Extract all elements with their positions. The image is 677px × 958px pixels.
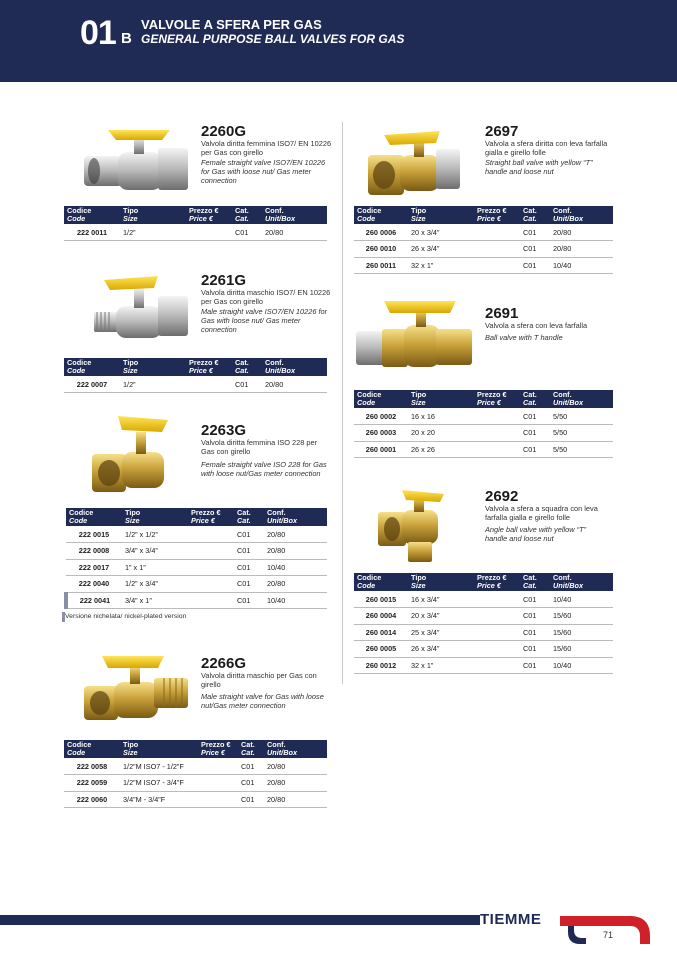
col-box: Conf. Unit/Box xyxy=(265,358,295,375)
product-table-2260G xyxy=(64,206,327,241)
product-desc-en: Female straight valve ISO 228 for Gas with loose nut/Gas meter connection xyxy=(201,460,327,478)
product-desc-it: Valvola a sfera con leva farfalla xyxy=(485,321,588,330)
page-number: 71 xyxy=(603,930,614,940)
product-desc-it: Valvola diritta femmina ISO7/ EN 10226 per Gas con girello xyxy=(201,139,332,157)
product-desc-it: Valvola a sfera a squadra con leva farfalla gialla e girello folle xyxy=(485,504,598,522)
col-cat: Cat. Cat. xyxy=(523,573,537,590)
product-code: 2261G xyxy=(201,272,247,289)
table-row: 260 0003 20 x 20 C01 5/50 xyxy=(354,425,613,442)
section-letter: B xyxy=(121,30,132,47)
product-image-2260G xyxy=(78,122,198,202)
product-desc-it: Valvola diritta femmina ISO 228 per Gas con girello xyxy=(201,438,318,456)
product-table-2692 xyxy=(354,573,613,674)
col-price: Prezzo € Price € xyxy=(189,206,219,223)
col-box: Conf. Unit/Box xyxy=(553,206,583,223)
table-row: 222 0017 1” x 1” C01 10/40 xyxy=(66,559,327,576)
product-table-2263G xyxy=(64,508,327,609)
col-box: Conf. Unit/Box xyxy=(267,740,297,757)
product-code: 2263G xyxy=(201,422,247,439)
table-row: 260 0001 26 x 26 C01 5/50 xyxy=(354,441,613,458)
col-code: Codice Code xyxy=(357,573,382,590)
product-table-2261G xyxy=(64,358,327,393)
col-price: Prezzo € Price € xyxy=(477,206,507,223)
table-row: 260 0004 20 x 3/4” C01 15/60 xyxy=(354,608,613,625)
col-code: Codice Code xyxy=(69,508,94,525)
product-desc-it: Valvola diritta maschio ISO7/ EN 10226 per Gas con girello xyxy=(201,288,331,306)
table-row: 260 0005 26 x 3/4” C01 15/60 xyxy=(354,641,613,658)
section-title-it: VALVOLE A SFERA PER GAS xyxy=(141,17,322,32)
col-size: Tipo Size xyxy=(123,358,139,375)
col-size: Tipo Size xyxy=(123,740,139,757)
table-row: 222 0060 3/4”M - 3/4”F C01 20/80 xyxy=(64,791,327,808)
col-cat: Cat. Cat. xyxy=(235,358,249,375)
table-row: 260 0012 32 x 1” C01 10/40 xyxy=(354,657,613,674)
product-table-2697 xyxy=(354,206,613,274)
col-size: Tipo Size xyxy=(411,390,427,407)
table-row: 260 0015 16 x 3/4” C01 10/40 xyxy=(354,591,613,608)
col-box: Conf. Unit/Box xyxy=(553,573,583,590)
col-size: Tipo Size xyxy=(123,206,139,223)
col-price: Prezzo € Price € xyxy=(477,390,507,407)
product-image-2263G xyxy=(88,410,172,500)
section-title-en: GENERAL PURPOSE BALL VALVES FOR GAS xyxy=(141,32,405,46)
table-row: 222 0059 1/2”M ISO7 - 3/4”F C01 20/80 xyxy=(64,775,327,792)
col-cat: Cat. Cat. xyxy=(523,390,537,407)
product-table-2266G xyxy=(64,740,327,808)
table-row: 222 0058 1/2”M ISO7 - 1/2”F C01 20/80 xyxy=(64,758,327,775)
product-image-2692 xyxy=(372,488,468,564)
nickel-note: Versione nichelata/ nickel-plated version xyxy=(65,613,187,620)
col-box: Conf. Unit/Box xyxy=(265,206,295,223)
product-desc-en: Angle ball valve with yellow “T” handle and loose nut xyxy=(485,525,587,543)
table-row: 222 0040 1/2” x 3/4” C01 20/80 xyxy=(66,576,327,593)
table-row-nickel: 222 0041 3/4” x 1” C01 10/40 xyxy=(66,592,327,609)
page-header xyxy=(0,0,677,82)
product-desc-en: Male straight valve for Gas with loose nut/Gas meter connection xyxy=(201,692,324,710)
product-image-2261G xyxy=(88,272,200,348)
product-code: 2266G xyxy=(201,655,247,672)
col-cat: Cat. Cat. xyxy=(241,740,255,757)
product-desc-en: Ball valve with T handle xyxy=(485,333,563,342)
col-cat: Cat. Cat. xyxy=(523,206,537,223)
table-row: 222 0015 1/2” x 1/2” C01 20/80 xyxy=(66,526,327,543)
product-desc-it: Valvola a sfera diritta con leva farfalla gialla e girello folle xyxy=(485,139,608,157)
col-code: Codice Code xyxy=(357,390,382,407)
section-number: 01 xyxy=(80,14,116,52)
col-code: Codice Code xyxy=(67,206,92,223)
table-row: 260 0010 26 x 3/4” C01 20/80 xyxy=(354,241,613,258)
table-row: 222 0011 1/2” C01 20/80 xyxy=(64,224,327,241)
col-size: Tipo Size xyxy=(411,206,427,223)
table-row: 260 0002 16 x 16 C01 5/50 xyxy=(354,408,613,425)
brand-logo: TIEMME xyxy=(480,911,542,928)
col-price: Prezzo € Price € xyxy=(477,573,507,590)
column-divider xyxy=(342,122,343,684)
product-image-2691 xyxy=(352,295,480,375)
product-table-2691 xyxy=(354,390,613,458)
col-price: Prezzo € Price € xyxy=(189,358,219,375)
col-size: Tipo Size xyxy=(125,508,141,525)
col-cat: Cat. Cat. xyxy=(237,508,251,525)
col-box: Conf. Unit/Box xyxy=(267,508,297,525)
product-desc-en: Male straight valve ISO7/EN 10226 for Gas with loose nut/ Gas meter connection xyxy=(201,307,328,334)
product-image-2697 xyxy=(362,125,470,203)
table-row: 222 0007 1/2” C01 20/80 xyxy=(64,376,327,393)
table-row: 260 0014 25 x 3/4” C01 15/60 xyxy=(354,624,613,641)
col-box: Conf. Unit/Box xyxy=(553,390,583,407)
col-code: Codice Code xyxy=(67,740,92,757)
product-code: 2260G xyxy=(201,123,247,140)
table-row: 260 0011 32 x 1” C01 10/40 xyxy=(354,257,613,274)
table-row: 260 0006 20 x 3/4” C01 20/80 xyxy=(354,224,613,241)
footer-bar xyxy=(0,915,480,925)
col-size: Tipo Size xyxy=(411,573,427,590)
col-code: Codice Code xyxy=(357,206,382,223)
product-image-2266G xyxy=(80,650,198,730)
col-price: Prezzo € Price € xyxy=(191,508,221,525)
col-code: Codice Code xyxy=(67,358,92,375)
product-code: 2697 xyxy=(485,123,519,140)
col-price: Prezzo € Price € xyxy=(201,740,231,757)
product-desc-en: Straight ball valve with yellow “T” handle and loose nut xyxy=(485,158,593,176)
product-desc-en: Female straight valve ISO7/EN 10226 for Gas with loose nut/ Gas meter connection xyxy=(201,158,326,185)
product-desc-it: Valvola diritta maschio per Gas con girello xyxy=(201,671,317,689)
col-cat: Cat. Cat. xyxy=(235,206,249,223)
product-code: 2692 xyxy=(485,488,519,505)
product-code: 2691 xyxy=(485,305,519,322)
table-row: 222 0008 3/4” x 3/4” C01 20/80 xyxy=(66,543,327,560)
